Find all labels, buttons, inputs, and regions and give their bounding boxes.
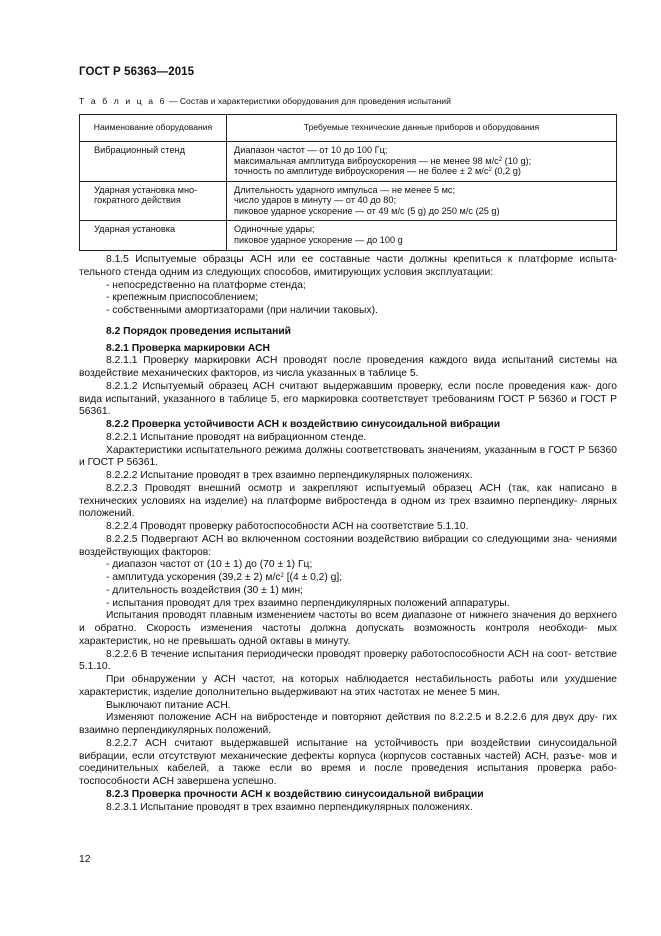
equipment-name-cell bbox=[80, 181, 227, 221]
paragraph-8-2-2-7 bbox=[79, 738, 617, 789]
equipment-specs-cell bbox=[227, 181, 617, 221]
paragraph-8-2-2-5 bbox=[79, 534, 617, 560]
section-heading-8-2-1: 8.2.1 Проверка маркировки АСН bbox=[106, 342, 270, 354]
equipment-specs-cell bbox=[227, 221, 617, 251]
spec-text: (0,2 g) bbox=[491, 166, 521, 176]
spec-line: пиковое ударное ускорение — до 100 g bbox=[234, 234, 403, 245]
spec-line: Длительность ударного импульса — не менее 5 мс; bbox=[234, 184, 456, 195]
paragraph-8-1-5 bbox=[79, 254, 617, 280]
paragraph-change-position bbox=[79, 712, 617, 738]
spec-text: точность по амплитуде виброускорения — не более ± 2 м/с bbox=[234, 166, 489, 176]
paragraph-power-off: Выключают питание АСН. bbox=[106, 699, 231, 711]
spec-superscript: 2 bbox=[498, 156, 503, 163]
text-line: 8.2.2.5 Подвергают АСН во включенном состоянии воздействию вибрации со следующими зна- bbox=[106, 533, 573, 545]
equipment-name: Вибрационный стенд bbox=[94, 145, 185, 155]
list-item: - собственными амортизаторами (при наличии таковых). bbox=[106, 305, 378, 316]
text-line: характеристик, изделие дополнительно выдерживают на этих частотах не менее 5 мин. bbox=[79, 686, 500, 698]
equipment-name: гократного действия bbox=[94, 195, 181, 205]
text-line: гих взаимно перпендикулярных положений. bbox=[79, 712, 617, 736]
paragraph-8-2-2-2: 8.2.2.2 Испытание проводят в трех взаимно перпендикулярных положениях. bbox=[106, 470, 473, 481]
text-line: ГОСТ Р 56360 и ГОСТ Р 56361. bbox=[79, 393, 617, 418]
list-item: - диапазон частот от (10 ± 1) до (70 ± 1) Гц; bbox=[106, 559, 313, 571]
column-header-equipment: Наименование оборудования bbox=[80, 115, 227, 142]
text-line: 8.2.2.7 АСН считают выдержавшей испытание на устойчивость при воздействии синусоидальной bbox=[106, 737, 617, 749]
list-item: - длительность воздействия (30 ± 1) мин; bbox=[106, 584, 304, 596]
page-number: 12 bbox=[79, 854, 91, 865]
table-row bbox=[80, 181, 617, 221]
table-header-row bbox=[80, 115, 617, 142]
text-line: 8.1.5 Испытуемые образцы АСН или ее составные части должны крепиться к платформе испыта- bbox=[106, 254, 617, 265]
spec-line bbox=[234, 156, 611, 167]
paragraph-8-2-2-6 bbox=[79, 649, 617, 675]
text-line: ГОСТ Р 56360 и ГОСТ Р 56361. bbox=[79, 444, 617, 469]
spec-line: число ударов в минуту — от 40 до 80; bbox=[234, 195, 397, 205]
superscript: 2 bbox=[280, 573, 284, 579]
equipment-table bbox=[79, 114, 617, 251]
column-header-specs: Требуемые технические данные приборов и оборудования bbox=[227, 115, 617, 142]
paragraph-8-2-1-2 bbox=[79, 381, 617, 419]
table-row bbox=[80, 221, 617, 251]
text-line: 8.2.2.6 В течение испытания периодически проводят проверку работоспособности АСН на соот- bbox=[106, 648, 572, 660]
text-line: технических условиях на изделие) на платформе вибростенда в одном из трех взаимно перпендику- bbox=[79, 495, 578, 507]
text-line: лярных положений. bbox=[79, 495, 617, 520]
text-line: 8.2.1.2 Испытуемый образец АСН считают выдержавшим проверку, если после проведения каж- bbox=[106, 380, 592, 392]
text-line: При обнаружении у АСН частот, на которых наблюдается нестабильность работы или ухудшение bbox=[106, 674, 617, 685]
equipment-name: Ударная установка мно- bbox=[94, 184, 198, 195]
paragraph-detection bbox=[79, 674, 617, 700]
list-item: - испытания проводят для трех взаимно перпендикулярных положений аппаратуры. bbox=[106, 597, 510, 609]
text-line: - амплитуда ускорения (39,2 ± 2) м/с bbox=[106, 572, 281, 583]
list-item bbox=[79, 572, 617, 585]
table-caption-text: — Состав и характеристики оборудования для проведения испытаний bbox=[166, 96, 451, 106]
document-header: ГОСТ Р 56363—2015 bbox=[79, 66, 195, 78]
text-line: дого вида испытаний, указанного в таблице 5, его маркировка соответствует требованиям bbox=[79, 380, 617, 405]
paragraph-8-2-2-3 bbox=[79, 483, 617, 521]
list-item: - непосредственно на платформе стенда; bbox=[106, 279, 306, 291]
spec-text: максимальная амплитуда виброускорения — не менее 98 м/с bbox=[234, 155, 499, 166]
text-line: мов и соединительных кабелей, а также если во время и после проведения испытания проверка рабо- bbox=[79, 750, 617, 775]
text-line: Изменяют положение АСН на вибростенде и повторяют действия по 8.2.2.5 и 8.2.2.6 для двух дру- bbox=[106, 712, 599, 724]
text-line: ветствие 5.1.10. bbox=[79, 648, 617, 673]
paragraph-8-2-2-4: 8.2.2.4 Проводят проверку работоспособности АСН на соответствие 5.1.10. bbox=[106, 521, 469, 532]
spec-line: Диапазон частот — от 10 до 100 Гц; bbox=[234, 145, 388, 155]
table-row bbox=[80, 142, 617, 182]
paragraph-test-procedure bbox=[79, 610, 617, 648]
document-body bbox=[79, 254, 617, 814]
spec-line: пиковое ударное ускорение — от 49 м/с (5 g) до 250 м/с (25 g) bbox=[234, 205, 500, 216]
section-heading-8-2-3: 8.2.3 Проверка прочности АСН к воздействию синусоидальной вибрации bbox=[106, 788, 484, 800]
text-line: тоспособности АСН завершена успешно. bbox=[79, 776, 277, 787]
table-caption-label: Т а б л и ц а 6 bbox=[79, 96, 167, 106]
equipment-name-cell bbox=[80, 142, 227, 182]
paragraph-8-2-2-1: 8.2.2.1 Испытание проводят на вибрационном стенде. bbox=[106, 431, 367, 443]
paragraph-8-2-3-1: 8.2.3.1 Испытание проводят в трех взаимно перпендикулярных положениях. bbox=[106, 801, 473, 813]
text-line: 8.2.1.1 Проверку маркировки АСН проводят после проведения каждого вида испытаний системы bbox=[106, 355, 600, 367]
text-line: Характеристики испытательного режима должны соответствовать значениям, указанным в bbox=[106, 444, 546, 456]
text-line: верхнего и обратно. Скорость изменения частоты должна допускать возможность контроля необходи- bbox=[79, 610, 617, 634]
spec-text: (10 g); bbox=[502, 155, 532, 166]
text-line: мых характеристик, но не превышать одной октавы в минуту. bbox=[79, 623, 617, 647]
table-caption bbox=[79, 96, 451, 106]
spec-line: Одиночные удары; bbox=[234, 224, 315, 234]
paragraph-test-mode bbox=[79, 445, 617, 471]
text-line: [(4 ± 0,2) g]; bbox=[283, 572, 343, 583]
spec-line bbox=[234, 166, 611, 177]
equipment-name-cell bbox=[80, 221, 227, 251]
list-item: - крепежным приспособлением; bbox=[106, 292, 259, 304]
section-heading-8-2: 8.2 Порядок проведения испытаний bbox=[106, 325, 291, 337]
equipment-name: Ударная установка bbox=[94, 224, 176, 234]
section-heading-8-2-2: 8.2.2 Проверка устойчивости АСН к воздействию синусоидальной вибрации bbox=[106, 419, 501, 430]
equipment-specs-cell bbox=[227, 142, 617, 182]
text-line: чениями воздействующих факторов: bbox=[79, 533, 617, 558]
text-line: на воздействие механических факторов, из числа указанных в таблице 5. bbox=[79, 355, 617, 379]
text-line: вибрации, если отсутствуют механические дефекты корпуса (корпусов составных частей) АСН, разъе- bbox=[79, 750, 585, 762]
text-line: Испытания проводят плавным изменением частоты во всем диапазоне от нижнего значения до bbox=[106, 610, 572, 622]
text-line: тельного стенда одним из следующих способов, имитирующих условия эксплуатации: bbox=[79, 266, 494, 278]
paragraph-8-2-1-1 bbox=[79, 355, 617, 381]
text-line: 8.2.2.3 Проводят внешний осмотр и закрепляют испытуемый образец АСН (так, как написано в bbox=[106, 482, 617, 494]
spec-superscript: 2 bbox=[488, 167, 492, 173]
